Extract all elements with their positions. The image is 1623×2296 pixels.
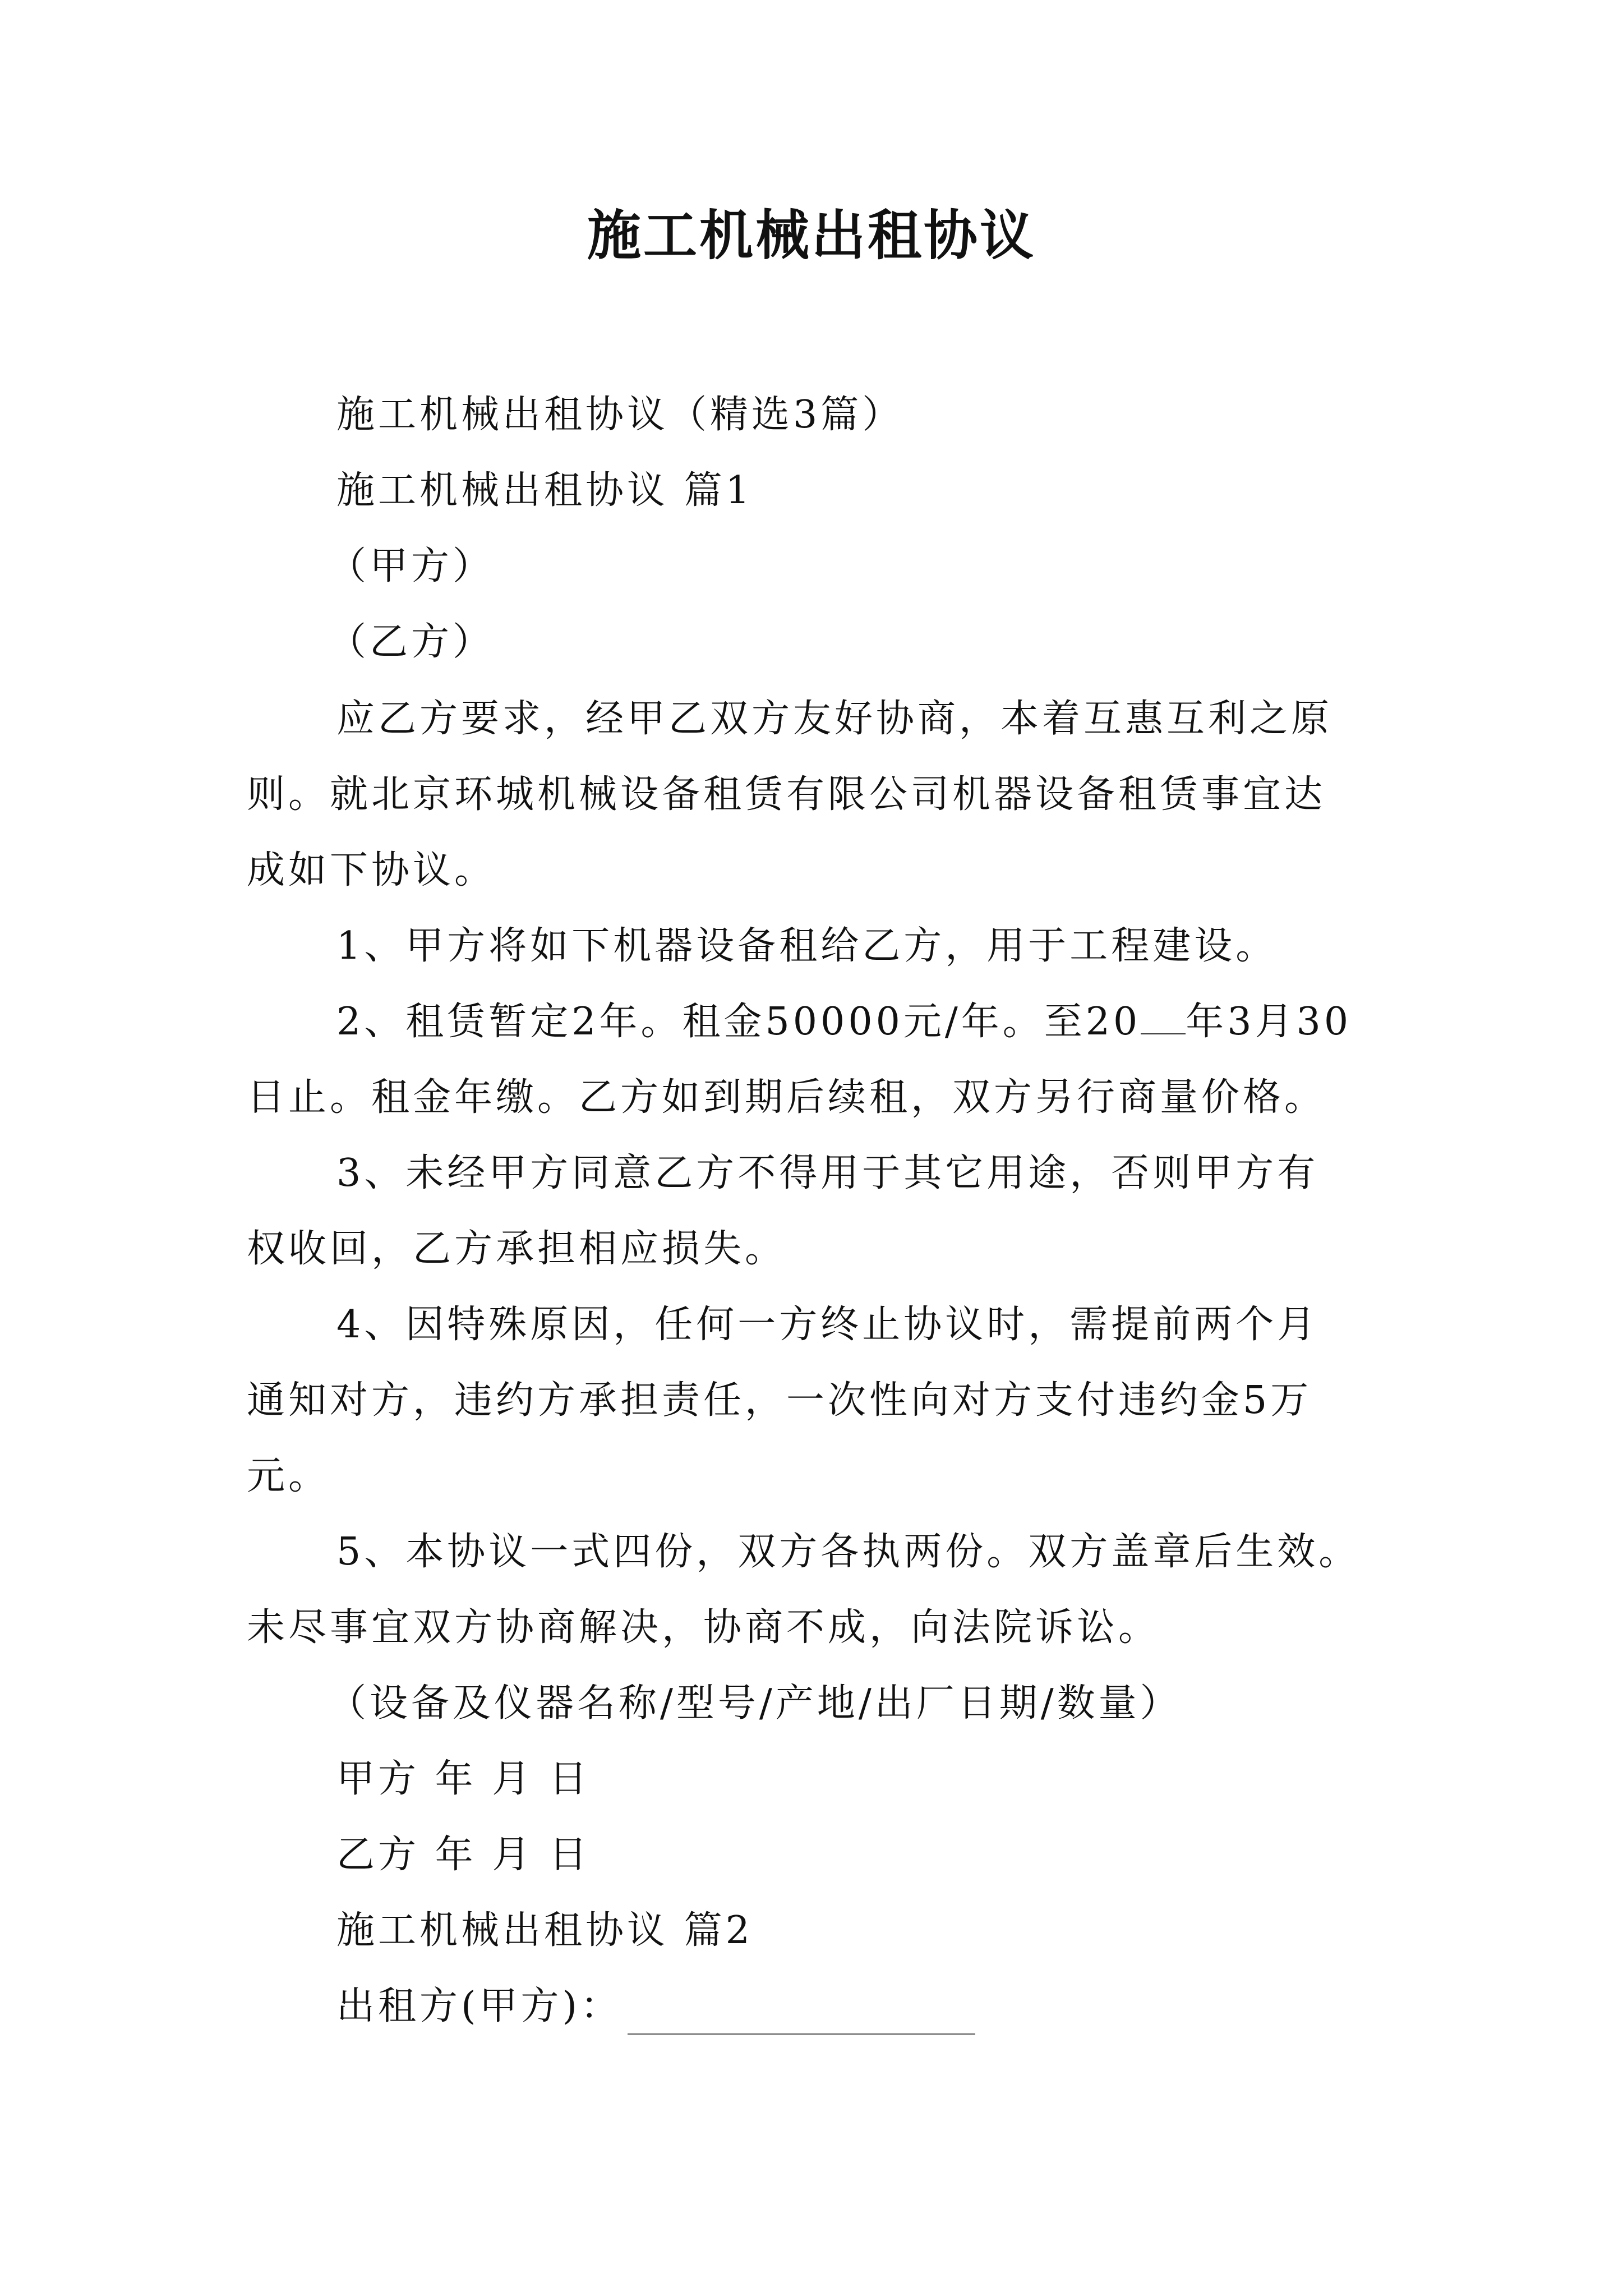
year-blank: [1141, 1000, 1186, 1034]
signature-party-b: 乙方 年 月 日: [336, 1833, 591, 1877]
clause-4-line-3: 元。: [247, 1454, 330, 1498]
signature-party-a: 甲方 年 月 日: [336, 1757, 591, 1801]
clause-5-line-1: 5、本协议一式四份，双方各执两份。双方盖章后生效。: [336, 1530, 1361, 1574]
section-heading-1: 施工机械出租协议 篇1: [336, 468, 753, 513]
clause-3-line-2: 权收回，乙方承担相应损失。: [247, 1227, 787, 1271]
clause-2-line-2: 日止。租金年缴。乙方如到期后续租，双方另行商量价格。: [247, 1075, 1326, 1120]
intro-paragraph-line-3: 成如下协议。: [247, 848, 496, 892]
party-b-label: （乙方）: [328, 620, 495, 664]
clause-5-line-2: 未尽事宜双方协商解决，协商不成，向法院诉讼。: [247, 1605, 1160, 1650]
page-title: 施工机械出租协议: [587, 204, 1036, 267]
intro-paragraph-line-1: 应乙方要求，经甲乙双方友好协商，本着互惠互利之原: [336, 697, 1333, 741]
document-subtitle: 施工机械出租协议（精选3篇）: [336, 393, 904, 437]
section-heading-2: 施工机械出租协议 篇2: [336, 1908, 753, 1953]
clause-2-text-b: 年3月30: [1186, 1000, 1352, 1044]
lessor-label: 出租方(甲方)：: [336, 1984, 623, 2028]
party-a-label: （甲方）: [328, 544, 495, 588]
intro-paragraph-line-2: 则。就北京环城机械设备租赁有限公司机器设备租赁事宜达: [247, 772, 1326, 817]
clause-1: 1、甲方将如下机器设备租给乙方，用于工程建设。: [336, 924, 1278, 968]
clause-4-line-1: 4、因特殊原因，任何一方终止协议时，需提前两个月: [336, 1303, 1319, 1347]
clause-4-line-2: 通知对方，违约方承担责任，一次性向对方支付违约金5万: [247, 1378, 1312, 1423]
clause-2-text-a: 2、租赁暂定2年。租金50000元/年。至20: [336, 1000, 1141, 1044]
clause-2-line-1: [336, 994, 1481, 1050]
clause-3-line-1: 3、未经甲方同意乙方不得用于其它用途，否则甲方有: [336, 1151, 1319, 1195]
lessor-line: [336, 1978, 1481, 2035]
equipment-note: （设备及仪器名称/型号/产地/出厂日期/数量）: [328, 1681, 1182, 1726]
lessor-blank-field[interactable]: [628, 1994, 975, 2035]
